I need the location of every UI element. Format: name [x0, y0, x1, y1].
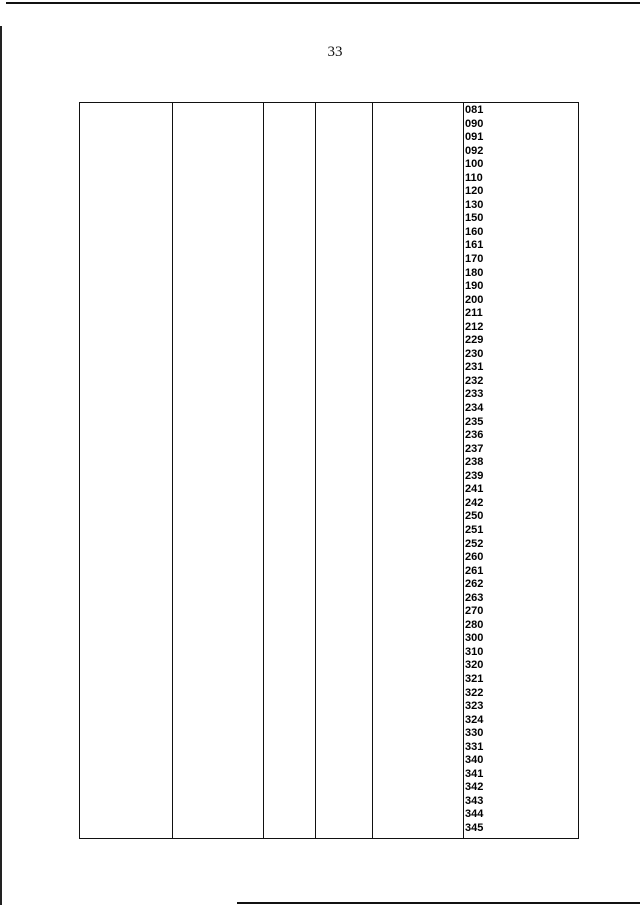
code-cell: 230: [465, 347, 484, 360]
code-cell: 341: [465, 767, 484, 780]
code-cell: 236: [465, 429, 484, 442]
code-cell: 242: [465, 496, 484, 509]
code-cell: 324: [465, 713, 484, 726]
code-cell: 323: [465, 700, 484, 713]
page-number: 33: [327, 44, 343, 60]
code-cell: 270: [465, 605, 484, 618]
column-divider-4: [372, 103, 373, 838]
scan-edge-left: [0, 26, 2, 905]
code-cell: 200: [465, 293, 484, 306]
code-cell: 241: [465, 483, 484, 496]
code-cell: 340: [465, 754, 484, 767]
code-cell: 239: [465, 469, 484, 482]
code-cell: 235: [465, 415, 484, 428]
data-table: [79, 102, 579, 839]
code-cell: 212: [465, 320, 484, 333]
code-cell: 091: [465, 131, 484, 144]
code-cell: 161: [465, 239, 484, 252]
code-cell: 342: [465, 781, 484, 794]
code-cell: 300: [465, 632, 484, 645]
code-cell: 238: [465, 456, 484, 469]
code-cell: 321: [465, 672, 484, 685]
code-cell: 252: [465, 537, 484, 550]
column-divider-1: [172, 103, 173, 838]
code-cell: 170: [465, 253, 484, 266]
code-cell: 081: [465, 104, 484, 116]
code-cell: 260: [465, 551, 484, 564]
code-cell: 160: [465, 225, 484, 238]
code-cell: 120: [465, 185, 484, 198]
code-cell: 310: [465, 645, 484, 658]
code-cell: 234: [465, 402, 484, 415]
scan-edge-top: [6, 2, 640, 4]
code-cell: 344: [465, 808, 484, 821]
code-cell: 322: [465, 686, 484, 699]
code-column: [465, 104, 483, 836]
code-cell: 237: [465, 442, 484, 455]
code-cell: 180: [465, 266, 484, 279]
code-cell: 250: [465, 510, 484, 523]
code-cell: 261: [465, 564, 484, 577]
code-cell: 150: [465, 212, 484, 225]
column-divider-5: [463, 103, 464, 838]
code-cell: 211: [465, 307, 483, 320]
code-cell: 233: [465, 388, 484, 401]
code-cell: 190: [465, 280, 484, 293]
code-cell: 320: [465, 659, 484, 672]
column-divider-3: [315, 103, 316, 838]
code-cell: 100: [465, 158, 484, 171]
code-cell: 343: [465, 794, 484, 807]
code-cell: 231: [465, 361, 484, 374]
code-cell: 263: [465, 591, 484, 604]
code-cell: 090: [465, 117, 484, 130]
code-cell: 331: [465, 740, 484, 753]
code-cell: 330: [465, 727, 484, 740]
scan-edge-bottom: [237, 902, 640, 904]
code-cell: 229: [465, 334, 484, 347]
code-cell: 262: [465, 578, 484, 591]
code-cell: 280: [465, 618, 484, 631]
code-cell: 110: [465, 171, 483, 184]
code-cell: 345: [465, 821, 484, 834]
code-cell: 092: [465, 144, 484, 157]
column-divider-2: [263, 103, 264, 838]
code-cell: 251: [465, 523, 484, 536]
code-cell: 232: [465, 374, 484, 387]
code-cell: 130: [465, 198, 484, 211]
